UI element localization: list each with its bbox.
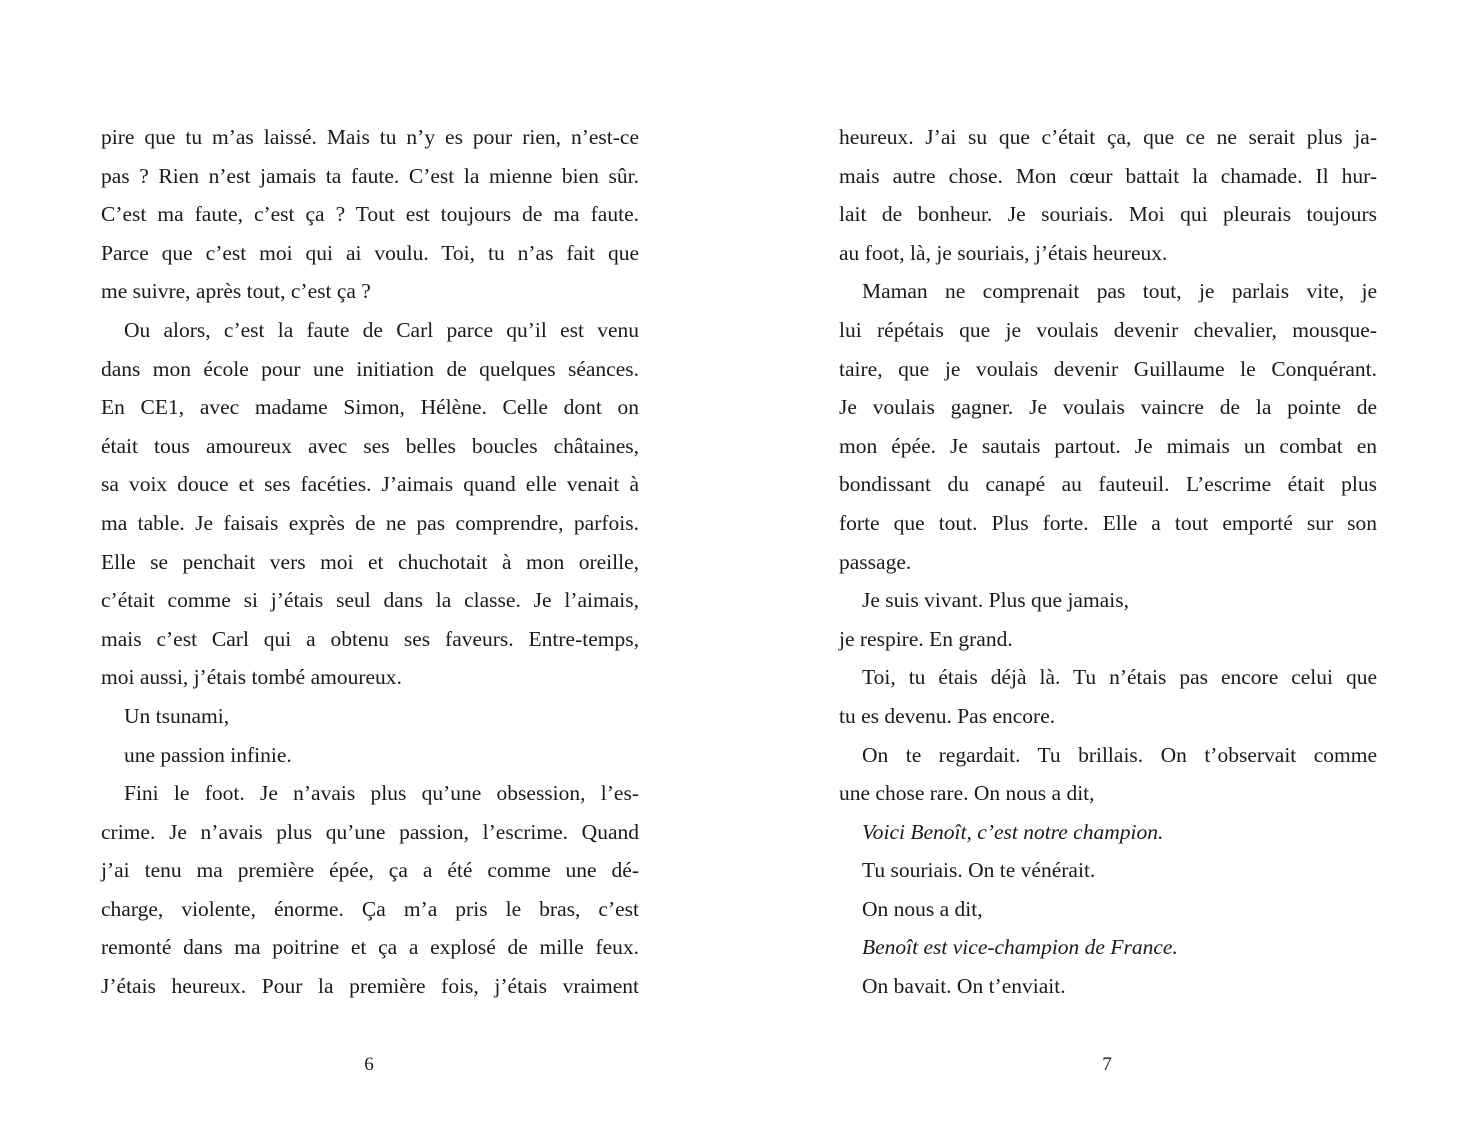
text-line: On te regardait. Tu brillais. On t’observait comme: [862, 742, 1377, 767]
text-line: une passion infinie.: [124, 742, 292, 767]
text-line: une chose rare. On nous a dit,: [839, 781, 1095, 806]
text-line: Maman ne comprenait pas tout, je parlais vite, je: [862, 279, 1377, 304]
page-number-left: 6: [364, 1054, 374, 1075]
right-page-text: [839, 118, 1377, 1006]
text-line: Parce que c’est moi qui ai voulu. Toi, tu n’as fait que: [101, 240, 639, 265]
text-line: crime. Je n’avais plus qu’une passion, l’escrime. Quand: [101, 819, 639, 844]
text-line: dans mon école pour une initiation de quelques séances.: [101, 356, 639, 381]
text-line: Elle se penchait vers moi et chuchotait à mon oreille,: [101, 549, 639, 574]
text-line: pire que tu m’as laissé. Mais tu n’y es pour rien, n’est-ce: [101, 125, 639, 149]
text-line: était tous amoureux avec ses belles boucles châtaines,: [101, 433, 639, 458]
text-line: On bavait. On t’enviait.: [862, 974, 1066, 999]
text-line: au foot, là, je souriais, j’étais heureux.: [839, 240, 1168, 265]
text-line: Tu souriais. On te vénérait.: [862, 858, 1096, 883]
text-line: j’ai tenu ma première épée, ça a été comme une dé-: [101, 858, 639, 883]
page-number-right: 7: [1102, 1054, 1112, 1075]
text-line: passage.: [839, 549, 912, 574]
text-line: c’était comme si j’étais seul dans la classe. Je l’aimais,: [101, 588, 639, 613]
text-line: je respire. En grand.: [839, 626, 1013, 651]
text-line: bondissant du canapé au fauteuil. L’escrime était plus: [839, 472, 1377, 497]
text-line: Je voulais gagner. Je voulais vaincre de la pointe de: [839, 395, 1377, 420]
text-line: mais c’est Carl qui a obtenu ses faveurs. Entre-temps,: [101, 626, 639, 651]
text-line: heureux. J’ai su que c’était ça, que ce ne serait plus ja-: [839, 125, 1377, 149]
italic-quote-line: Benoît est vice-champion de France.: [862, 935, 1178, 960]
text-line: taire, que je voulais devenir Guillaume le Conquérant.: [839, 356, 1377, 381]
italic-quote-line: Voici Benoît, c’est notre champion.: [862, 819, 1164, 844]
text-line: ma table. Je faisais exprès de ne pas comprendre, parfois.: [101, 510, 639, 535]
text-line: Je suis vivant. Plus que jamais,: [862, 588, 1129, 613]
text-line: Toi, tu étais déjà là. Tu n’étais pas encore celui que: [862, 665, 1377, 690]
text-line: sa voix douce et ses facéties. J’aimais quand elle venait à: [101, 472, 639, 497]
text-line: forte que tout. Plus forte. Elle a tout emporté sur son: [839, 510, 1377, 535]
text-line: me suivre, après tout, c’est ça ?: [101, 279, 371, 304]
text-line: tu es devenu. Pas encore.: [839, 703, 1056, 728]
text-line: J’étais heureux. Pour la première fois, j’étais vraiment: [101, 974, 639, 999]
text-line: moi aussi, j’étais tombé amoureux.: [101, 665, 402, 690]
text-line: charge, violente, énorme. Ça m’a pris le bras, c’est: [101, 896, 639, 921]
text-line: pas ? Rien n’est jamais ta faute. C’est la mienne bien sûr.: [101, 163, 639, 188]
text-line: Ou alors, c’est la faute de Carl parce qu’il est venu: [124, 317, 639, 342]
text-line: On nous a dit,: [862, 896, 983, 921]
text-line: mais autre chose. Mon cœur battait la chamade. Il hur-: [839, 163, 1377, 188]
text-line: mon épée. Je sautais partout. Je mimais un combat en: [839, 433, 1377, 458]
text-line: lui répétais que je voulais devenir chevalier, mousque-: [839, 317, 1377, 342]
text-line: lait de bonheur. Je souriais. Moi qui pleurais toujours: [839, 202, 1377, 227]
text-line: Un tsunami,: [124, 703, 230, 728]
text-line: Fini le foot. Je n’avais plus qu’une obsession, l’es-: [124, 781, 639, 806]
text-line: remonté dans ma poitrine et ça a explosé de mille feux.: [101, 935, 639, 960]
text-line: En CE1, avec madame Simon, Hélène. Celle dont on: [101, 395, 639, 420]
left-page-text: [101, 118, 639, 1006]
text-line: C’est ma faute, c’est ça ? Tout est toujours de ma faute.: [101, 202, 639, 227]
